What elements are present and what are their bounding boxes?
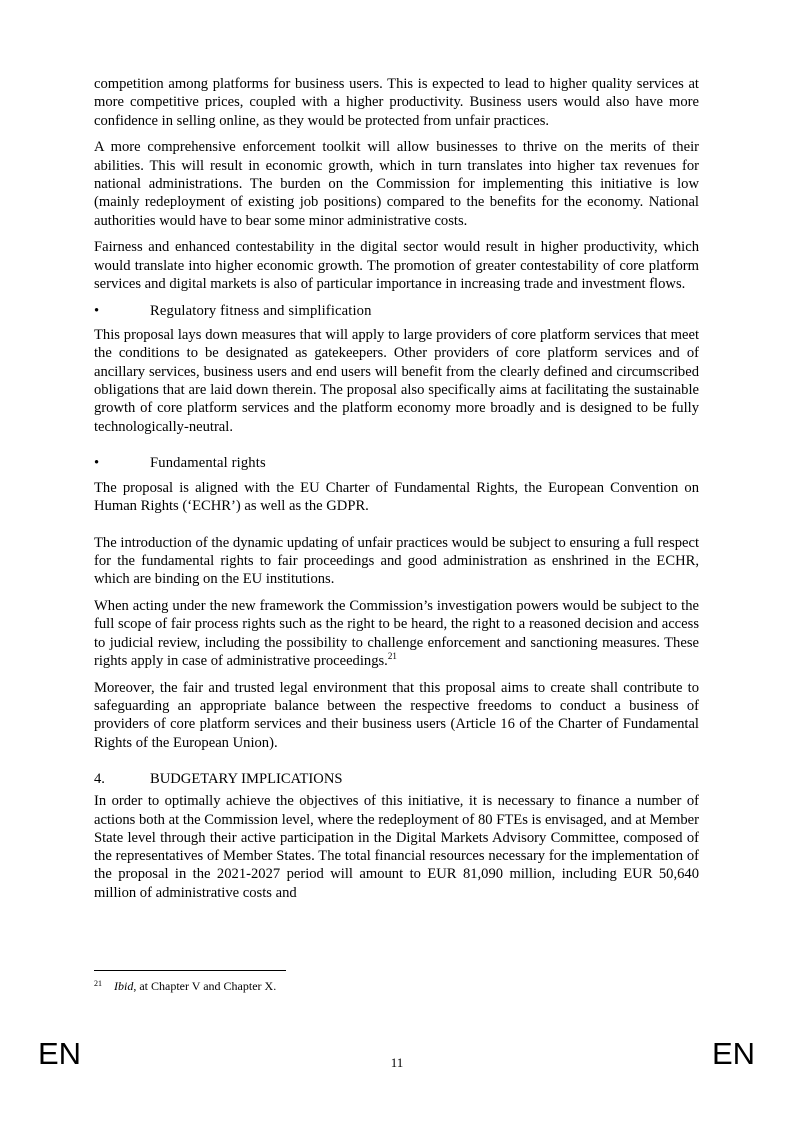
paragraph: Fairness and enhanced contestability in the digital sector would result in higher productivity, which would translate into higher economic growth. The promotion of greater contestability of core platform services and digital markets is also of particular importance in increasing trade and investment flows. [94,239,699,292]
paragraph: This proposal lays down measures that will apply to large providers of core platform services that meet the conditions to be designated as gatekeepers. Other providers of core platform services and of ancillary services, business users and end users will benefit from the clearly defined and circumscribed obligations that are laid down therein. The proposal also specifically aims at facilitating the sustainable growth of core platform services and the platform economy more broadly and is designed to be fully technologically-neutral. [94,327,699,435]
paragraph: A more comprehensive enforcement toolkit will allow businesses to thrive on the merits of their abilities. This will result in economic growth, which in turn translates into higher tax revenues for national administrations. The burden on the Commission for implementing this initiative is low (mainly redeployment of existing job positions) compared to the benefits for the economy. National authorities would have to bear some minor administrative costs. [94,139,699,229]
paragraph: competition among platforms for business users. This is expected to lead to higher quality services at more competitive prices, coupled with a higher productivity. Business users would also have more confidence in selling online, as they would be protected from unfair practices. [94,76,699,129]
subheading-label: Fundamental rights [150,455,266,472]
subheading-label: Regulatory fitness and simplification [150,302,372,319]
footnote-rest: , at Chapter V and Chapter X. [133,979,277,993]
document-body [94,75,699,911]
language-code-left: EN [38,1036,82,1071]
footnote-reference[interactable]: 21 [387,651,397,662]
footnote-italic: Ibid [114,979,134,993]
subheading-regulatory-fitness [94,302,699,320]
footnote-number: 21 [94,979,102,988]
subheading-fundamental-rights [94,454,699,472]
section-title: BUDGETARY IMPLICATIONS [150,771,343,787]
footnote-divider [94,970,286,971]
footnote-text [114,979,276,994]
paragraph: In order to optimally achieve the objectives of this initiative, it is necessary to finance a number of actions both at the Commission level, where the redeployment of 80 FTEs is envisaged, and at Member State level through their active participation in the Digital Markets Advisory Committee, composed of the representatives of Member States. The total financial resources necessary for the implementation of the proposal in the 2021-2027 period will amount to EUR 81,090 million, including EUR 50,640 million of administrative costs and [94,793,699,901]
page-number: 11 [390,1055,404,1070]
paragraph: The introduction of the dynamic updating of unfair practices would be subject to ensuring a full respect for the fundamental rights to fair proceedings and good administration as enshrined in the ECHR, which are binding on the EU institutions. [94,534,699,588]
footnote [94,979,699,994]
paragraph: The proposal is aligned with the EU Charter of Fundamental Rights, the European Convention on Human Rights (‘ECHR’) as well as the GDPR. [94,479,699,514]
bullet-icon: • [94,455,100,472]
language-code-right: EN [712,1036,756,1071]
paragraph-text: When acting under the new framework the Commission’s investigation powers would be subject to the full scope of fair process rights such as the right to be heard, the right to a reasoned decision and access to judicial review, including the possibility to challenge enforcement and sanctioning measures. These rights apply in case of administrative proceedings. [94,598,699,670]
bullet-icon: • [94,302,100,319]
section-heading-budgetary [94,770,699,788]
section-number: 4. [94,771,105,787]
paragraph [94,597,699,670]
paragraph: Moreover, the fair and trusted legal environment that this proposal aims to create shall contribute to safeguarding an appropriate balance between the respective freedoms to conduct a business of providers of core platform services and their business users (Article 16 of the Charter of Fundamental Rights of the European Union). [94,679,699,751]
